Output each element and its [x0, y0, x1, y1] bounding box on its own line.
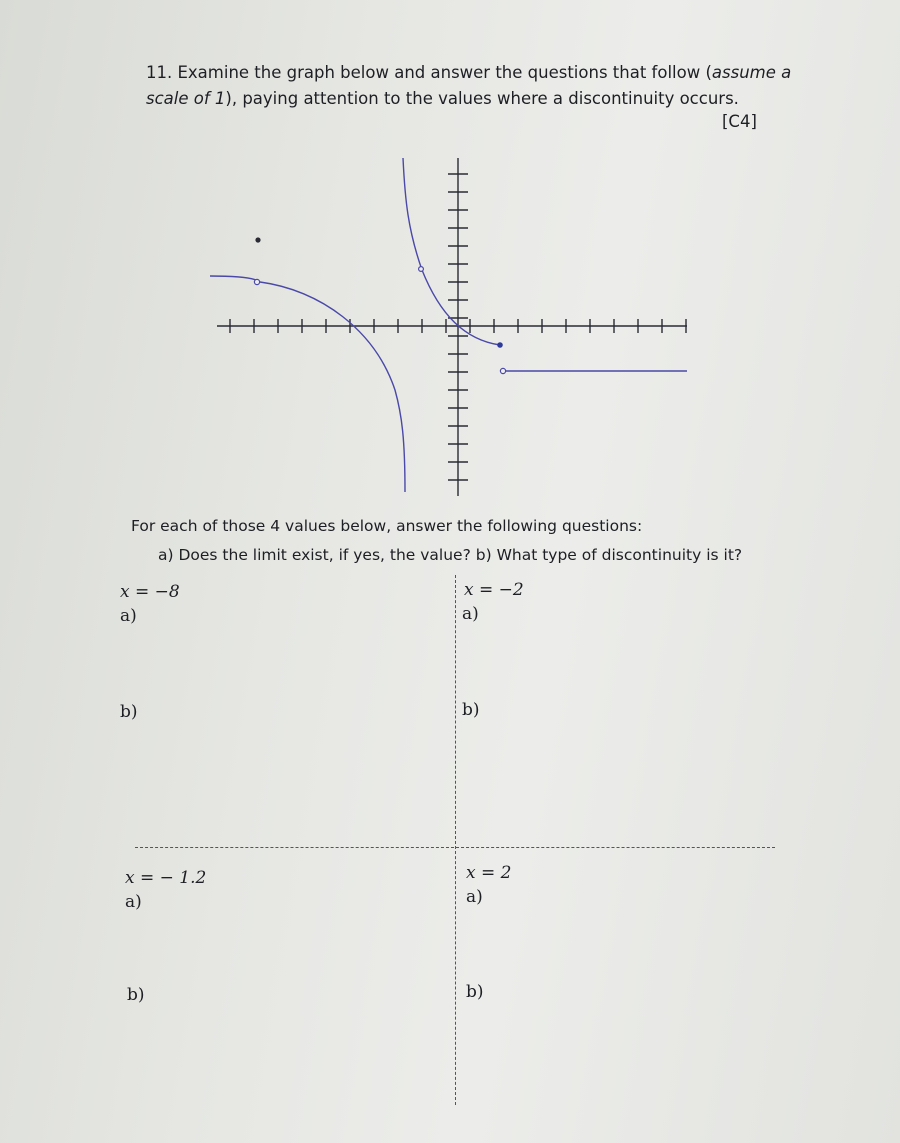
open-point: [500, 368, 505, 373]
cell-a-label: a): [466, 887, 483, 907]
instructions-line: For each of those 4 values below, answer the following questions:: [131, 517, 643, 535]
function-graph: [200, 140, 700, 500]
cell-b-label: b): [127, 985, 145, 1005]
cell-a-label: a): [120, 606, 137, 626]
horizontal-divider: [135, 847, 775, 848]
open-point: [254, 279, 259, 284]
x-axis: [217, 319, 687, 333]
y-axis: [448, 158, 468, 496]
question-text: [146, 60, 796, 112]
cell-b-label: b): [466, 982, 484, 1002]
open-point: [419, 267, 424, 272]
curriculum-code: [C4]: [722, 112, 757, 131]
instructions: [131, 512, 742, 570]
cell-x-value: x = 2: [466, 863, 512, 883]
cell-a-label: a): [462, 604, 479, 624]
cell-a-label: a): [125, 892, 142, 912]
cell-x-value: x = −8: [120, 582, 180, 602]
middle-branch-curve: [403, 158, 500, 345]
closed-point: [497, 342, 503, 348]
cell-b-label: b): [462, 700, 480, 720]
cell-b-label: b): [120, 702, 138, 722]
cell-x-value: x = −2: [464, 580, 524, 600]
left-branch-curve: [210, 276, 405, 492]
cell-x-value: x = − 1.2: [125, 868, 207, 888]
question-text-end: ), paying attention to the values where a discontinuity occurs.: [225, 89, 739, 108]
isolated-point: [255, 237, 260, 242]
question-text-start: 11. Examine the graph below and answer the questions that follow (: [146, 63, 712, 82]
instructions-subline: a) Does the limit exist, if yes, the value? b) What type of discontinuity is it?: [158, 546, 743, 564]
question-text-italic: assume a scale of 1: [146, 63, 792, 108]
vertical-divider: [455, 575, 456, 1105]
